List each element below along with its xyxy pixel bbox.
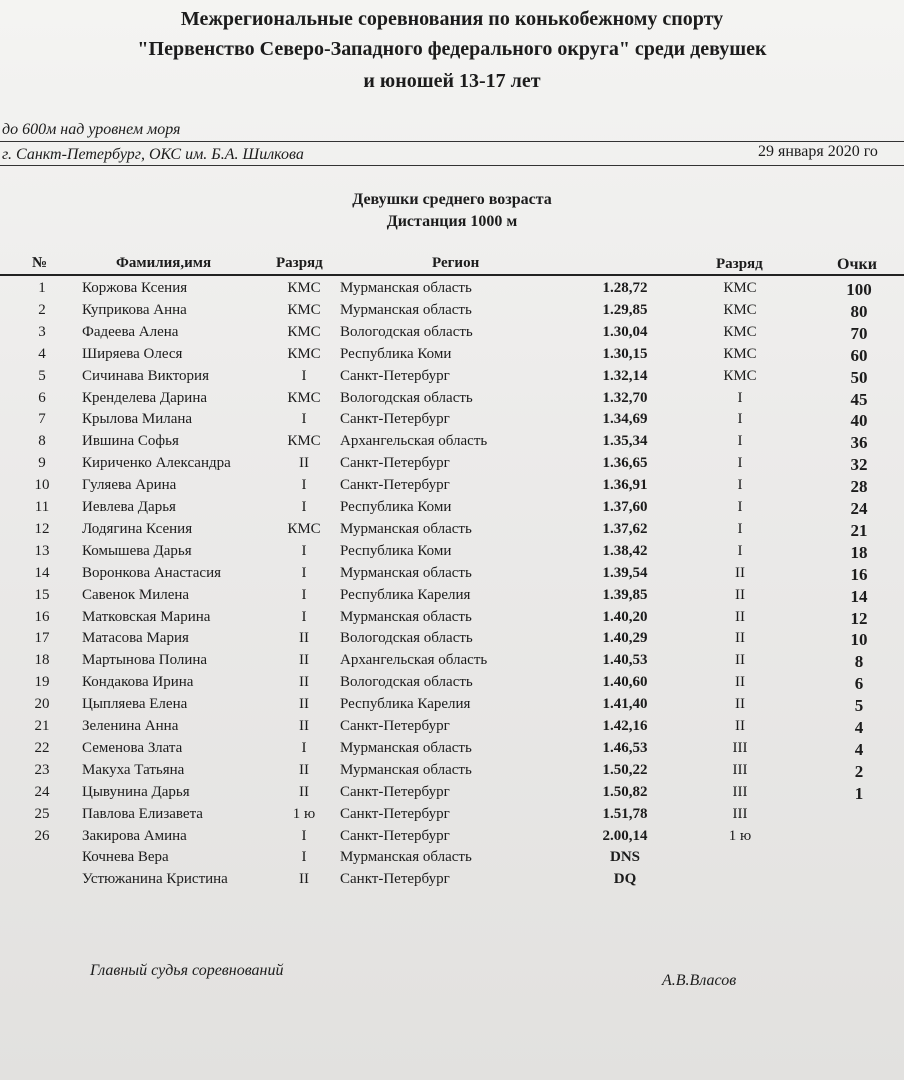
athlete-name: Комышева Дарья	[82, 542, 192, 559]
result-time: 2.00,14	[602, 827, 648, 844]
athlete-name: Матковская Марина	[82, 608, 211, 625]
athlete-region: Санкт-Петербург	[340, 455, 450, 472]
result-time: 1.41,40	[602, 696, 648, 713]
result-time: 1.30,15	[602, 345, 648, 362]
athlete-rank: КМС	[287, 520, 321, 537]
row-number: 15	[34, 586, 50, 603]
athlete-name: Кириченко Александра	[82, 455, 231, 472]
row-number: 19	[34, 674, 50, 691]
athlete-region: Вологодская область	[340, 674, 473, 691]
result-rank: КМС	[723, 301, 757, 318]
result-rank: II	[735, 608, 745, 625]
points: 10	[850, 630, 868, 650]
row-number: 9	[38, 455, 46, 472]
athlete-name: Павлова Елизавета	[82, 805, 203, 822]
athlete-rank: КМС	[287, 345, 321, 362]
result-rank: I	[737, 411, 743, 428]
athlete-rank: II	[299, 718, 309, 734]
points: 12	[850, 608, 868, 628]
row-number: 22	[34, 739, 50, 756]
athlete-name: Лодягина Ксения	[82, 520, 193, 537]
athlete-region: Архангельская область	[340, 433, 488, 450]
athlete-name: Устюжанина Кристина	[82, 871, 228, 888]
points: 2	[854, 761, 864, 781]
athlete-rank: II	[299, 455, 309, 472]
row-number: 18	[34, 652, 50, 669]
result-rank: I	[737, 455, 743, 472]
athlete-region: Республика Коми	[340, 499, 452, 515]
distance-title: Дистанция 1000 м	[386, 213, 518, 230]
result-time: 1.34,69	[602, 411, 648, 428]
athlete-rank: 1 ю	[292, 805, 316, 822]
athlete-rank: I	[301, 827, 307, 844]
result-rank: II	[735, 696, 745, 713]
athlete-rank: II	[299, 630, 309, 647]
row-number: 21	[34, 718, 50, 734]
result-rank: 1 ю	[728, 827, 752, 844]
row-number: 26	[34, 827, 50, 844]
table-row	[0, 784, 904, 806]
points: 21	[850, 520, 868, 540]
result-time: DNS	[609, 849, 640, 866]
chief-judge-name: А.В.Власов	[662, 972, 737, 989]
athlete-rank: I	[301, 499, 307, 515]
points: 32	[850, 455, 868, 475]
athlete-region: Санкт-Петербург	[340, 411, 450, 428]
row-number: 5	[38, 367, 46, 384]
athlete-name: Закирова Амина	[82, 827, 187, 844]
athlete-name: Матасова Мария	[82, 630, 189, 647]
athlete-name: Крылова Милана	[82, 411, 193, 428]
result-rank: I	[737, 542, 743, 559]
athlete-region: Санкт-Петербург	[340, 783, 450, 800]
col-header-rank: Разряд	[276, 255, 323, 271]
athlete-rank: I	[301, 367, 307, 384]
result-rank: КМС	[723, 367, 757, 384]
row-number: 4	[38, 345, 46, 362]
result-time: 1.29,85	[602, 301, 648, 318]
result-rank: I	[737, 477, 743, 494]
result-time: 1.40,60	[602, 674, 648, 691]
table-row	[0, 411, 904, 433]
divider	[0, 141, 904, 142]
points: 60	[850, 345, 868, 365]
result-rank: II	[735, 586, 745, 603]
points: 28	[850, 477, 868, 497]
row-number: 23	[34, 761, 50, 778]
athlete-name: Ившина Софья	[82, 433, 179, 450]
points: 4	[854, 739, 864, 759]
athlete-rank: II	[299, 871, 309, 888]
table-row	[0, 280, 904, 302]
result-time: 1.36,91	[602, 477, 648, 494]
row-number: 20	[34, 696, 50, 713]
athlete-region: Санкт-Петербург	[340, 827, 450, 844]
divider	[0, 165, 904, 166]
result-rank: III	[732, 739, 748, 756]
points: 40	[850, 411, 868, 431]
col-header-points: Очки	[837, 256, 877, 273]
result-rank: КМС	[723, 280, 757, 296]
athlete-rank: I	[301, 849, 307, 866]
athlete-rank: I	[301, 477, 307, 494]
result-rank: II	[735, 630, 745, 647]
athlete-rank: I	[301, 586, 307, 603]
table-row	[0, 499, 904, 521]
result-rank: II	[735, 652, 745, 669]
athlete-name: Иевлева Дарья	[82, 499, 176, 515]
table-row	[0, 806, 904, 828]
points: 8	[854, 652, 864, 672]
table-row	[0, 543, 904, 565]
athlete-name: Цыпляева Елена	[82, 696, 188, 713]
table-row	[0, 849, 904, 871]
result-time: 1.30,04	[602, 323, 648, 340]
athlete-region: Республика Карелия	[340, 696, 471, 713]
athlete-rank: II	[299, 696, 309, 713]
athlete-name: Ширяева Олеся	[82, 345, 183, 362]
result-time: 1.36,65	[602, 455, 648, 472]
result-rank: I	[737, 499, 743, 515]
athlete-name: Куприкова Анна	[82, 301, 187, 318]
athlete-region: Санкт-Петербург	[340, 718, 450, 734]
result-rank: КМС	[723, 323, 757, 340]
result-rank: КМС	[723, 345, 757, 362]
result-time: 1.37,62	[602, 520, 648, 537]
table-row	[0, 433, 904, 455]
table-row	[0, 696, 904, 718]
athlete-region: Мурманская область	[340, 849, 472, 866]
table-row	[0, 828, 904, 850]
result-time: 1.42,16	[602, 718, 648, 734]
result-rank: I	[737, 389, 743, 406]
athlete-rank: I	[301, 564, 307, 581]
points: 14	[850, 586, 868, 606]
points: 36	[850, 433, 868, 453]
table-row	[0, 871, 904, 893]
athlete-region: Санкт-Петербург	[340, 477, 450, 494]
athlete-name: Мартынова Полина	[82, 652, 208, 669]
athlete-region: Вологодская область	[340, 630, 473, 647]
athlete-rank: КМС	[287, 389, 321, 406]
table-row	[0, 630, 904, 652]
col-header-region: Регион	[432, 255, 480, 271]
points: 6	[854, 674, 864, 694]
col-header-name: Фамилия,имя	[116, 255, 212, 271]
row-number: 24	[34, 783, 50, 800]
col-header-no: №	[32, 255, 48, 271]
result-rank: II	[735, 718, 745, 734]
athlete-region: Мурманская область	[340, 520, 472, 537]
athlete-name: Кочнева Вера	[82, 849, 169, 866]
table-row	[0, 609, 904, 631]
table-row	[0, 565, 904, 587]
athlete-rank: II	[299, 652, 309, 669]
athlete-name: Гуляева Арина	[82, 477, 177, 494]
athlete-name: Савенок Милена	[82, 586, 190, 603]
athlete-name: Макуха Татьяна	[82, 761, 185, 778]
table-row	[0, 521, 904, 543]
row-number: 13	[34, 542, 50, 559]
athlete-name: Фадеева Алена	[82, 323, 179, 340]
points: 80	[850, 301, 868, 321]
points: 1	[854, 783, 864, 803]
result-time: 1.39,85	[602, 586, 648, 603]
athlete-region: Мурманская область	[340, 564, 472, 581]
table-row	[0, 740, 904, 762]
athlete-rank: I	[301, 542, 307, 559]
athlete-region: Республика Коми	[340, 345, 452, 362]
athlete-rank: I	[301, 411, 307, 428]
points: 4	[854, 718, 864, 737]
points: 24	[850, 499, 868, 518]
doc-title-line-2: "Первенство Северо-Западного федерального округа" среди девушек	[137, 38, 767, 60]
result-time: DQ	[613, 871, 637, 888]
result-time: 1.28,72	[602, 280, 648, 296]
row-number: 11	[34, 499, 50, 515]
altitude-note: до 600м над уровнем моря	[2, 121, 181, 138]
row-number: 3	[38, 323, 46, 340]
doc-title-line-3: и юношей 13-17 лет	[363, 70, 541, 92]
row-number: 17	[34, 630, 50, 647]
points: 5	[854, 696, 864, 716]
athlete-region: Вологодская область	[340, 323, 473, 340]
table-row	[0, 302, 904, 324]
athlete-rank: КМС	[287, 301, 321, 318]
header-rule	[0, 274, 904, 276]
athlete-name: Сичинава Виктория	[82, 367, 209, 384]
athlete-region: Республика Карелия	[340, 586, 471, 603]
row-number: 25	[34, 805, 50, 822]
result-rank: II	[735, 564, 745, 581]
table-row	[0, 455, 904, 477]
athlete-region: Санкт-Петербург	[340, 871, 450, 888]
category-title: Девушки среднего возраста	[352, 191, 552, 208]
athlete-rank: II	[299, 761, 309, 778]
athlete-region: Мурманская область	[340, 761, 472, 778]
athlete-rank: II	[299, 674, 309, 691]
athlete-name: Семенова Злата	[82, 739, 183, 756]
table-row	[0, 674, 904, 696]
row-number: 14	[34, 564, 50, 581]
result-time: 1.40,29	[602, 630, 648, 647]
event-date: 29 января 2020 го	[758, 143, 878, 160]
athlete-name: Коржова Ксения	[82, 280, 188, 296]
table-row	[0, 368, 904, 390]
athlete-region: Санкт-Петербург	[340, 805, 450, 822]
table-row	[0, 390, 904, 412]
athlete-region: Мурманская область	[340, 280, 472, 296]
result-time: 1.40,20	[602, 608, 648, 625]
athlete-rank: II	[299, 783, 309, 800]
result-time: 1.50,22	[602, 761, 648, 778]
athlete-region: Республика Коми	[340, 542, 452, 559]
athlete-region: Мурманская область	[340, 301, 472, 318]
row-number: 16	[34, 608, 50, 625]
athlete-rank: КМС	[287, 280, 321, 296]
row-number: 1	[38, 280, 46, 296]
points: 100	[846, 280, 872, 299]
athlete-rank: I	[301, 739, 307, 756]
chief-judge-label: Главный судья соревнований	[90, 962, 284, 979]
points: 18	[850, 542, 868, 562]
table-row	[0, 718, 904, 740]
athlete-rank: I	[301, 608, 307, 625]
row-number: 10	[34, 477, 50, 494]
athlete-region: Мурманская область	[340, 608, 472, 625]
venue: г. Санкт-Петербург, ОКС им. Б.А. Шилкова	[2, 146, 304, 163]
result-rank: III	[732, 805, 748, 822]
table-row	[0, 346, 904, 368]
result-time: 1.32,14	[602, 367, 648, 384]
row-number: 12	[34, 520, 50, 537]
result-time: 1.32,70	[602, 389, 648, 406]
athlete-name: Зеленина Анна	[82, 718, 179, 734]
athlete-region: Вологодская область	[340, 389, 473, 406]
result-time: 1.35,34	[602, 433, 648, 450]
athlete-name: Воронкова Анастасия	[82, 564, 222, 581]
table-row	[0, 587, 904, 609]
result-rank: I	[737, 433, 743, 450]
result-time: 1.38,42	[602, 542, 648, 559]
athlete-rank: КМС	[287, 323, 321, 340]
col-header-rank-result: Разряд	[716, 256, 763, 272]
points: 70	[850, 323, 868, 343]
result-time: 1.40,53	[602, 652, 648, 669]
result-rank: I	[737, 520, 743, 537]
result-time: 1.50,82	[602, 783, 648, 800]
result-rank: II	[735, 674, 745, 691]
result-rank: III	[732, 783, 748, 800]
result-rank: III	[732, 761, 748, 778]
athlete-name: Кондакова Ирина	[82, 674, 194, 691]
result-time: 1.39,54	[602, 564, 648, 581]
athlete-region: Мурманская область	[340, 739, 472, 756]
table-row	[0, 762, 904, 784]
doc-title-line-1: Межрегиональные соревнования по конькобежному спорту	[180, 8, 724, 30]
row-number: 8	[38, 433, 46, 450]
athlete-name: Цывунина Дарья	[82, 783, 190, 800]
athlete-region: Санкт-Петербург	[340, 367, 450, 384]
table-row	[0, 324, 904, 346]
row-number: 7	[38, 411, 46, 428]
result-time: 1.51,78	[602, 805, 648, 822]
athlete-region: Архангельская область	[340, 652, 488, 669]
table-row	[0, 652, 904, 674]
table-row	[0, 477, 904, 499]
result-time: 1.46,53	[602, 739, 648, 756]
points: 45	[850, 389, 868, 409]
points: 50	[850, 367, 868, 387]
row-number: 6	[38, 389, 46, 406]
athlete-rank: КМС	[287, 433, 321, 450]
athlete-name: Кренделева Дарина	[82, 389, 208, 406]
row-number: 2	[38, 301, 46, 318]
points: 16	[850, 564, 868, 584]
result-time: 1.37,60	[602, 499, 648, 515]
